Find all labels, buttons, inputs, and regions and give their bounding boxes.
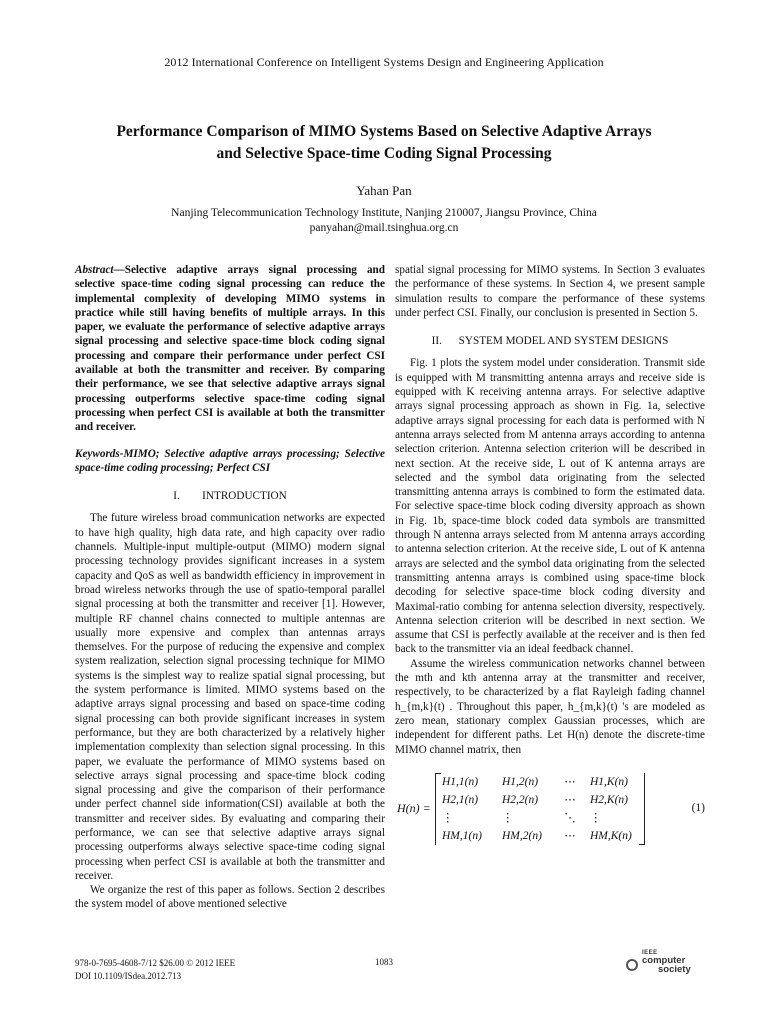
paper-title (60, 121, 708, 165)
continued-paragraph: spatial signal processing for MIMO systems. In Section 3 evaluates the performance of these systems. In Section 4, we present sample simulation results to compare the performance of these systems under perfect CSI. Finally, our conclusion is presented in Section 5. (395, 264, 705, 319)
matrix-cell: ⋮ (590, 811, 602, 824)
matrix-cell: H1,1(n) (442, 775, 479, 788)
matrix-cell: ⋱ (564, 811, 576, 824)
logo-ieee-text: IEEE (642, 950, 658, 956)
matrix-row (442, 827, 638, 845)
introduction-paragraph-2: We organize the rest of this paper as follows. Section 2 describes the system model of above mentioned selective (75, 884, 385, 911)
author-affiliation (0, 206, 768, 236)
matrix-cell: H2,2(n) (502, 793, 539, 806)
author-email[interactable]: panyahan@mail.tsinghua.org.cn (309, 222, 459, 234)
matrix-cell: H2,1(n) (442, 793, 479, 806)
logo-mark-icon (626, 959, 638, 971)
matrix-cell: HM,1(n) (442, 829, 482, 842)
matrix-cell: ⋮ (442, 811, 454, 824)
matrix-cell: ⋯ (564, 775, 576, 788)
equation-lhs: H(n) = (397, 800, 431, 815)
footer-isbn: 978-0-7695-4608-7/12 $26.00 © 2012 IEEE (75, 958, 236, 968)
logo-society-text: society (658, 964, 691, 975)
system-model-paragraph: Fig. 1 plots the system model under consideration. Transmit side is equipped with M transmitting antenna arrays and receive side is equipped with K receiving antenna arrays. For selective adaptive arrays signal processing approach as shown in Fig. 1a, selective adaptive arrays signal processing for each data is performed with N antenna arrays selected from M antenna arrays according to antenna selection criterion. Antenna selection criterion will be described in next section. At the receive side, L out of K antenna arrays are selected and the symbol data originating from the selected transmitting antenna arrays is combined to form the estimated data. For selective space-time block coding diversity approach as shown in Fig. 1b, space-time block coded data symbols are transmitted through N antenna arrays selected from M antenna arrays according to antenna selection criterion. At the receive side, L out of K antenna arrays are selected and the symbol data originating from the selected transmitting antenna arrays is combined using space-time block decoding for selective space-time block coding diversity and Maximal-ratio combing for antenna selection diversity, respectively. Antenna selection criterion will be described in next section. We assume that CSI is perfectly available at the receiver and is then fed back to the transmitter via an ideal feedback channel. (395, 357, 705, 656)
matrix-cell: ⋮ (502, 811, 514, 824)
conference-header: 2012 International Conference on Intelligent Systems Design and Engineering Application (164, 55, 604, 69)
abstract-text: —Selective adaptive arrays signal processing and selective space-time coding signal processing can reduce the implemental complexity of developing MIMO systems in practice while still having benefits of multiple arrays. In this paper, we evaluate the performance of selective adaptive arrays signal processing and selective space-time block coding signal processing and compare their performance under perfect CSI available at both the transmitter and receiver. By comparing their performance, we see that selective adaptive arrays signal processing outperforms selective space-time coding signal processing when perfect CSI is available at both the transmitter and receiver. (75, 264, 385, 434)
section-heading-introduction: I. INTRODUCTION (173, 490, 287, 503)
equation-1 (395, 771, 705, 851)
affiliation-text: Nanjing Telecommunication Technology Institute, Nanjing 210007, Jiangsu Province, China (171, 207, 597, 219)
matrix-cell: HM,2(n) (502, 829, 542, 842)
logo-computer-text: computer (642, 955, 686, 966)
section-heading-system-model: II. SYSTEM MODEL AND SYSTEM DESIGNS (431, 335, 669, 348)
matrix-cell: ⋯ (564, 829, 576, 842)
abstract (75, 263, 385, 435)
matrix-cell: H1,K(n) (590, 775, 629, 788)
author-name: Yahan Pan (356, 183, 412, 198)
left-column (75, 263, 385, 912)
matrix-cell: HM,K(n) (590, 829, 632, 842)
matrix-row (442, 791, 638, 809)
channel-matrix (435, 773, 645, 845)
title-line-1: Performance Comparison of MIMO Systems Based on Selective Adaptive Arrays (116, 123, 652, 140)
channel-paragraph: Assume the wireless communication networks channel between the mth and kth antenna array at the transmitter and receiver, respectively, to be characterized by a flat Rayleigh fading channel h_{m,k}(t) . Throughout this paper, h_{m,k}(t) 's are modeled as zero mean, stationary complex Gaussian processes, which are independent for different paths. Let H(n) denote the discrete-time MIMO channel matrix, then (395, 657, 705, 756)
matrix-row (442, 773, 638, 791)
matrix-cell: ⋯ (564, 793, 576, 806)
abstract-lead: Abstract (75, 264, 114, 276)
title-line-2: and Selective Space-time Coding Signal Processing (216, 145, 552, 162)
right-column (395, 263, 705, 851)
ieee-computer-society-logo (626, 950, 708, 978)
introduction-paragraph-1: The future wireless broad communication networks are expected to have high quality, high data rate, and high capacity over radio channels. Multiple-input multiple-output (MIMO) modern signal processing technology provides significant increases in a system capacity and QoS as well as bandwidth efficiency in improvement in broad wireless networks through the use of spatio-temporal parallel signal processing at both the transmitter and receiver [1]. However, multiple RF channel chains connected to multiple antennas are usually more expensive and complex than antennas arrays themselves. For the purpose of reducing the expensive and complex system realization, selection signal processing technique for MIMO systems is the simplest way to realize spatial signal processing, but the system performance is limited. MIMO systems based on the adaptive arrays signal processing and based on space-time coding signal processing can both provide significant increases in system performance, but they are both characterized by a relatively higher implementation complexity than selection signal processing. In this paper, we evaluate the performance of MIMO systems based on selective arrays signal processing and space-time block coding signal processing and give the comparison of their performance under perfect channel side information(CSI) available at both the transmitter and receiver sides. By evaluating and comparing their performance, we can see that selective adaptive arrays signal processing outperforms always selective space-time coding signal processing when perfect CSI is available at both the transmitter and receiver. (75, 512, 385, 882)
matrix-row (442, 809, 638, 827)
keywords: Keywords-MIMO; Selective adaptive arrays processing; Selective space-time coding processing; Perfect CSI (75, 447, 385, 474)
footer-doi[interactable]: DOI 10.1109/ISdea.2012.713 (75, 971, 182, 981)
equation-number: (1) (691, 801, 705, 814)
page-number: 1083 (375, 957, 393, 967)
matrix-cell: H2,K(n) (590, 793, 629, 806)
matrix-cell: H1,2(n) (502, 775, 539, 788)
